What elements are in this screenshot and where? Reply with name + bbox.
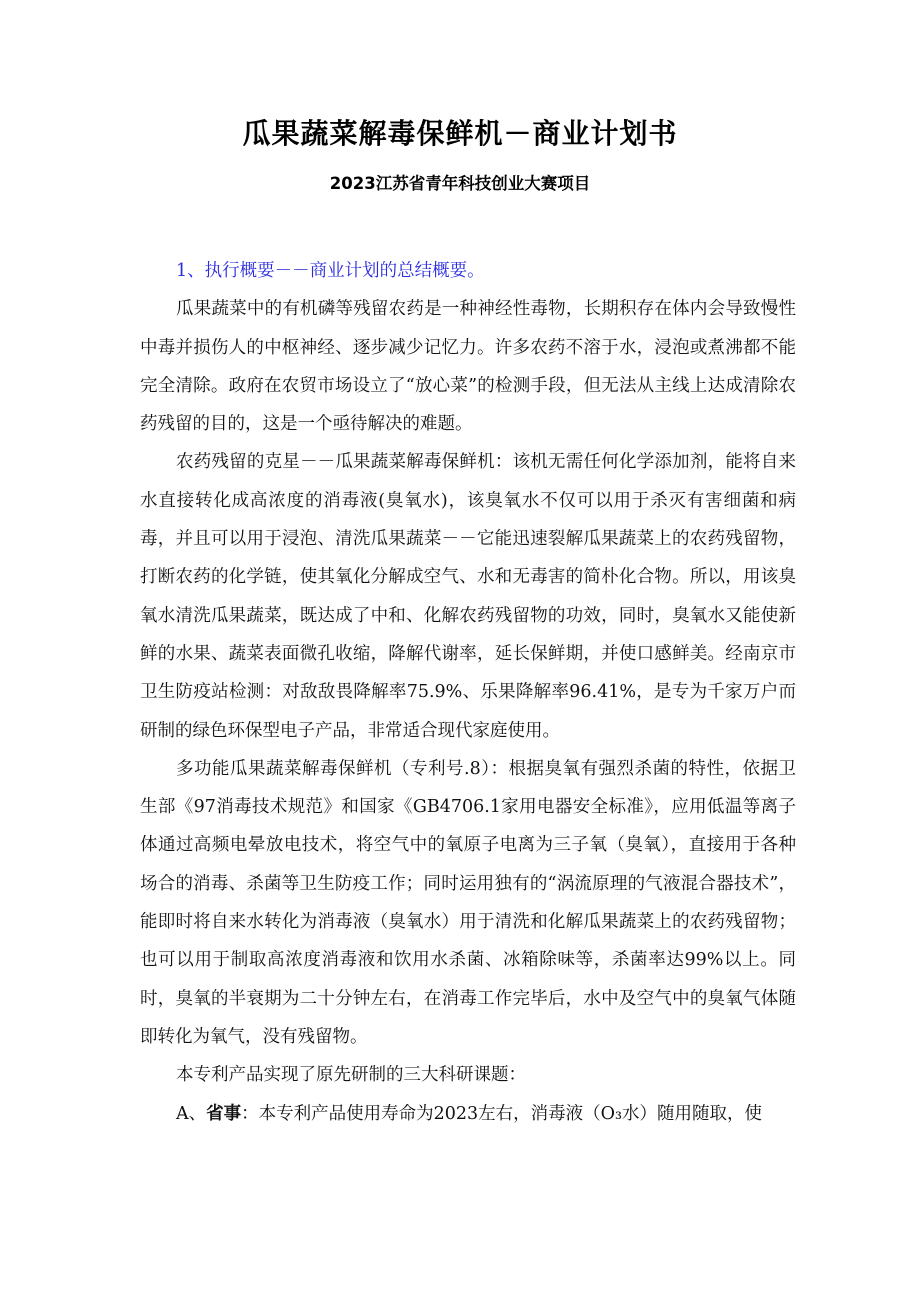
paragraph-pesticide-residue: 瓜果蔬菜中的有机磷等残留农药是一种神经性毒物，长期积存在体内会导致慢性中毒并损伤人的中枢神经、逐步减少记忆力。许多农药不溶于水，浸泡或煮沸都不能完全清除。政府在农贸市场设立了“放心菜”的检测手段，但无法从主线上达成清除农药残留的目的，这是一个亟待解决的难题。 (140, 299, 796, 435)
list-item-a-prefix: A、 (176, 1103, 207, 1124)
paragraph-research-topics: 本专利产品实现了原先研制的三大科研课题： (176, 1065, 526, 1086)
list-item-a-label: 省事 (206, 1103, 242, 1124)
document-subtitle: 2023江苏省青年科技创业大赛项目 (329, 174, 591, 193)
document-title: 瓜果蔬菜解毒保鲜机－商业计划书 (242, 117, 678, 150)
paragraph-machine-overview: 农药残留的克星－－瓜果蔬菜解毒保鲜机：该机无需任何化学添加剂，能将自来水直接转化成高浓度的消毒液(臭氧水)，该臭氧水不仅可以用于杀灭有害细菌和病毒，并且可以用于浸泡、清洗瓜果蔬菜－－它能迅速裂解瓜果蔬菜上的农药残留物，打断农药的化学链，使其氧化分解成空气、水和无毒害的简朴化合物。所以，用该臭氧水清洗瓜果蔬菜，既达成了中和、化解农药残留物的功效，同时，臭氧水又能使新鲜的水果、蔬菜表面微孔收缩，降解代谢率，延长保鲜期，并使口感鲜美。经南京市卫生防疫站检测：对敌敌畏降解率75.9%、乐果降解率96.41%，是专为千家万户而研制的绿色环保型电子产品，非常适合现代家庭使用。 (140, 452, 796, 741)
list-item-a (140, 1095, 796, 1133)
document-body (140, 252, 796, 1133)
section-heading: 1、执行概要－－商业计划的总结概要。 (176, 261, 485, 281)
list-item-a-text: ：本专利产品使用寿命为2023左右，消毒液（O₃水）随用随取，使 (241, 1103, 763, 1124)
paragraph-multifunction-features: 多功能瓜果蔬菜解毒保鲜机（专利号.8）：根据臭氧有强烈杀菌的特性，依据卫生部《97消毒技术规范》和国家《GB4706.1家用电器安全标准》，应用低温等离子体通过高频电晕放电技术，将空气中的氧原子电离为三子氧（臭氧），直接用于各种场合的消毒、杀菌等卫生防疫工作；同时运用独有的“涡流原理的气液混合器技术”，能即时将自来水转化为消毒液（臭氧水）用于清洗和化解瓜果蔬菜上的农药残留物；也可以用于制取高浓度消毒液和饮用水杀菌、冰箱除味等，杀菌率达99%以上。同时，臭氧的半衰期为二十分钟左右，在消毒工作完毕后，水中及空气中的臭氧气体随即转化为氧气，没有残留物。 (140, 758, 796, 1047)
